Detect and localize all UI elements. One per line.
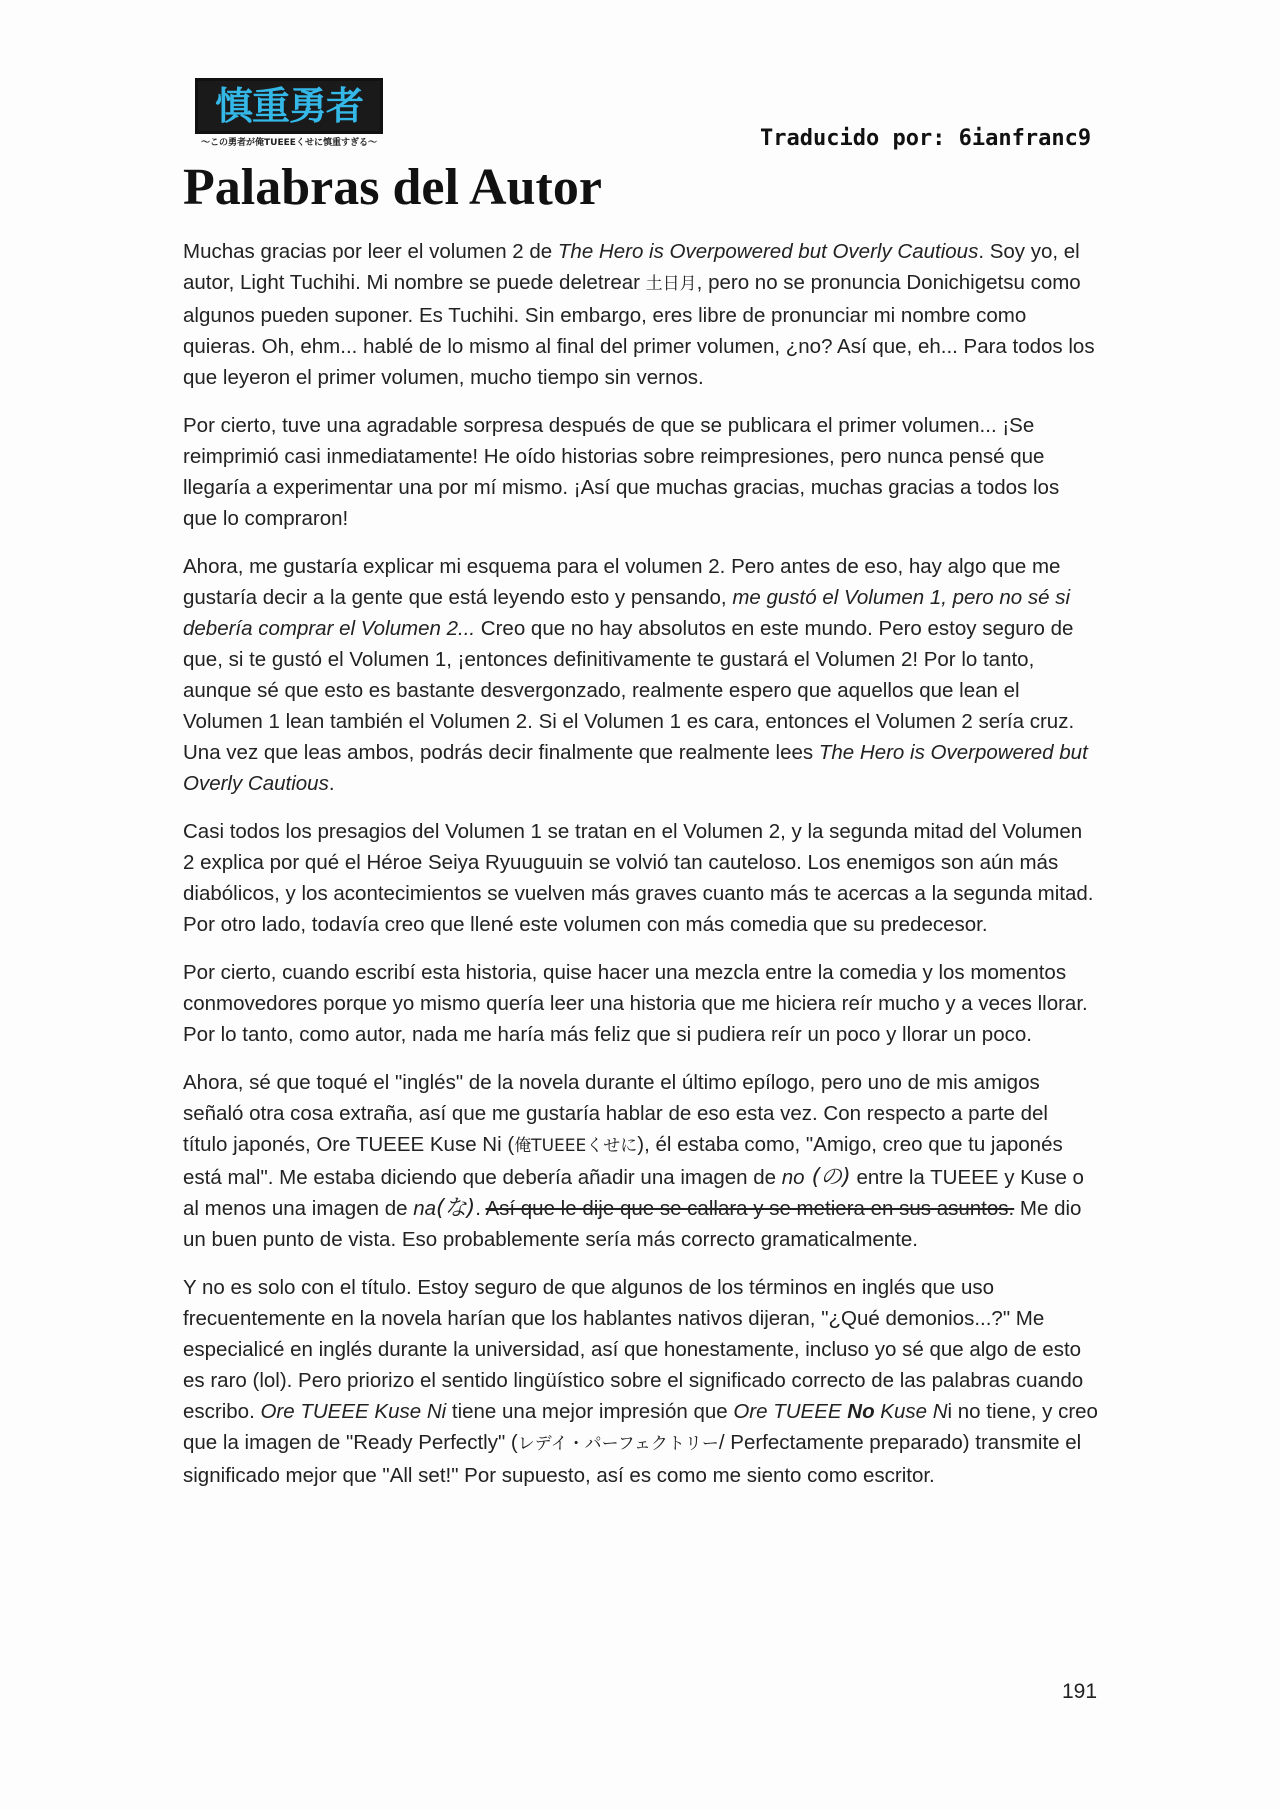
paragraph-3: Ahora, me gustaría explicar mi esquema para el volumen 2. Pero antes de eso, hay algo que me gustaría decir a la gente que está leyendo esto y pensando, me gustó el Volumen 1, pero no sé si debería comprar el Volumen 2... Creo que no hay absolutos en este mundo. Pero estoy seguro de que, si te gustó el Volumen 1, ¡entonces definitivamente te gustará el Volumen 2! Por lo tanto, aunque sé que esto es bastante desvergonzado, realmente espero que aquellos que lean el Volumen 1 lean también el Volumen 2. Si el Volumen 1 es cara, entonces el Volumen 2 sería cruz. Una vez que leas ambos, podrás decir finalmente que realmente lees The Hero is Overpowered but Overly Cautious. [183, 555, 1088, 795]
translator-credit: Traducido por: 6ianfranc9 [760, 126, 1092, 151]
paragraph-7: Y no es solo con el título. Estoy seguro de que algunos de los términos en inglés que uso frecuentemente en la novela harían que los hablantes nativos dijeran, "¿Qué demonios...?" Me especialicé en inglés durante la universidad, así que honestamente, incluso yo sé que algo de esto es raro (lol). Pero priorizo el sentido lingüístico sobre el significado correcto de las palabras cuando escribo. Ore TUEEE Kuse Ni tiene una mejor impresión que Ore TUEEE No Kuse Ni no tiene, y creo que la imagen de "Ready Perfectly" (レデイ・パーフェクトリー/ Perfectamente preparado) transmite el significado mejor que "All set!" Por supuesto, así es como me siento como escritor. [183, 1276, 1098, 1487]
paragraph-1: Muchas gracias por leer el volumen 2 de The Hero is Overpowered but Overly Cautious. Soy yo, el autor, Light Tuchihi. Mi nombre se puede deletrear 土日月, pero no se pronuncia Donichigetsu como algunos pueden suponer. Es Tuchihi. Sin embargo, eres libre de pronunciar mi nombre como quieras. Oh, ehm... hablé de lo mismo al final del primer volumen, ¿no? Así que, eh... Para todos los que leyeron el primer volumen, mucho tiempo sin vernos. [183, 240, 1095, 389]
body-text [183, 236, 1098, 1508]
strikethrough-text: Así que le dije que se callara y se metiera en sus asuntos. [485, 1197, 1015, 1220]
paragraph-5: Por cierto, cuando escribí esta historia, quise hacer una mezcla entre la comedia y los momentos conmovedores porque yo mismo quería leer una historia que me hiciera reír mucho y a veces llorar. Por lo tanto, como autor, nada me haría más feliz que si pudiera reír un poco y llorar un poco. [183, 961, 1088, 1046]
page-title: Palabras del Autor [183, 159, 602, 216]
paragraph-4: Casi todos los presagios del Volumen 1 se tratan en el Volumen 2, y la segunda mitad del Volumen 2 explica por qué el Héroe Seiya Ryuuguuin se volvió tan cauteloso. Los enemigos son aún más diabólicos, y los acontecimientos se vuelven más graves cuanto más te acercas a la segunda mitad. Por otro lado, todavía creo que llené este volumen con más comedia que su predecesor. [183, 820, 1094, 936]
logo-title: 慎重勇者 [195, 78, 383, 134]
logo-subtitle: 〜この勇者が俺TUEEEくせに慎重すぎる〜 [201, 138, 377, 148]
series-logo [195, 78, 383, 146]
paragraph-2: Por cierto, tuve una agradable sorpresa después de que se publicara el primer volumen... ¡Se reimprimió casi inmediatamente! He oído historias sobre reimpresiones, pero nunca pensé que llegaría a experimentar una por mí mismo. ¡Así que muchas gracias, muchas gracias a todos los que lo compraron! [183, 414, 1060, 530]
page-number: 191 [1062, 1680, 1098, 1703]
paragraph-6: Ahora, sé que toqué el "inglés" de la novela durante el último epílogo, pero uno de mis amigos señaló otra cosa extraña, así que me gustaría hablar de eso esta vez. Con respecto a parte del título japonés, Ore TUEEE Kuse Ni (俺TUEEEくせに), él estaba como, "Amigo, creo que tu japonés está mal". Me estaba diciendo que debería añadir una imagen de no (の) entre la TUEEE y Kuse o al menos una imagen de na(な). Así que le dije que se callara y se metiera en sus asuntos. Me dio un buen punto de vista. Eso probablemente sería más correcto gramaticalmente. [183, 1071, 1084, 1251]
